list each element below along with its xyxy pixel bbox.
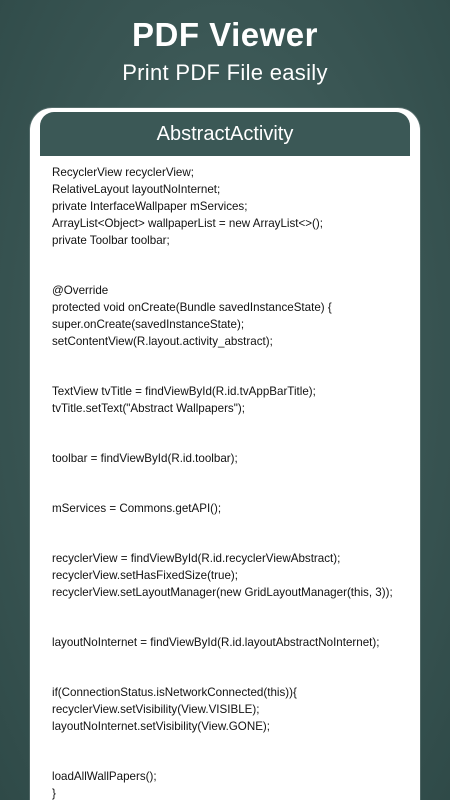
blank-line [52, 367, 410, 384]
blank-line [52, 618, 410, 635]
blank-line [52, 484, 410, 501]
blank-line [52, 534, 410, 551]
code-line: layoutNoInternet = findViewById(R.id.layoutAbstractNoInternet); [52, 636, 380, 649]
code-line: if(ConnectionStatus.isNetworkConnected(this)){ [52, 686, 297, 699]
blank-line [52, 601, 410, 618]
blank-line [52, 668, 410, 685]
code-line: toolbar = findViewById(R.id.toolbar); [52, 452, 238, 465]
code-line: setContentView(R.layout.activity_abstract); [52, 335, 273, 348]
blank-line [52, 735, 410, 752]
blank-line [52, 434, 410, 451]
code-line: recyclerView.setLayoutManager(new GridLayoutManager(this, 3)); [52, 586, 393, 599]
app-bar-title: AbstractActivity [156, 122, 294, 145]
blank-line [52, 467, 410, 484]
blank-line [52, 651, 410, 668]
code-line: protected void onCreate(Bundle savedInstanceState) { [52, 301, 332, 314]
code-line: mServices = Commons.getAPI(); [52, 502, 222, 515]
code-line: RecyclerView recyclerView; [52, 166, 194, 179]
blank-line [52, 249, 410, 266]
blank-line [52, 266, 410, 283]
code-line: private Toolbar toolbar; [52, 234, 170, 247]
promo-title: PDF Viewer [132, 16, 318, 53]
code-line: super.onCreate(savedInstanceState); [52, 318, 245, 331]
code-line: TextView tvTitle = findViewById(R.id.tvAppBarTitle); [52, 385, 316, 398]
document-view[interactable] [40, 156, 410, 800]
code-line: layoutNoInternet.setVisibility(View.GONE); [52, 720, 271, 733]
code-line: loadAllWallPapers(); [52, 770, 157, 783]
app-bar [40, 112, 410, 156]
code-line: @Override [52, 284, 109, 297]
code-text-block [40, 156, 410, 800]
code-line: recyclerView.setVisibility(View.VISIBLE); [52, 703, 260, 716]
code-line: ArrayList<Object> wallpaperList = new ArrayList<>(); [52, 217, 323, 230]
blank-line [52, 417, 410, 434]
blank-line [52, 350, 410, 367]
code-line: recyclerView = findViewById(R.id.recyclerViewAbstract); [52, 552, 341, 565]
blank-line [52, 752, 410, 769]
code-line: private InterfaceWallpaper mServices; [52, 200, 248, 213]
code-line: } [52, 787, 56, 800]
blank-line [52, 517, 410, 534]
promo-subtitle: Print PDF File easily [122, 60, 328, 85]
code-line: tvTitle.setText("Abstract Wallpapers"); [52, 402, 245, 415]
code-line: recyclerView.setHasFixedSize(true); [52, 569, 238, 582]
code-line: RelativeLayout layoutNoInternet; [52, 183, 221, 196]
